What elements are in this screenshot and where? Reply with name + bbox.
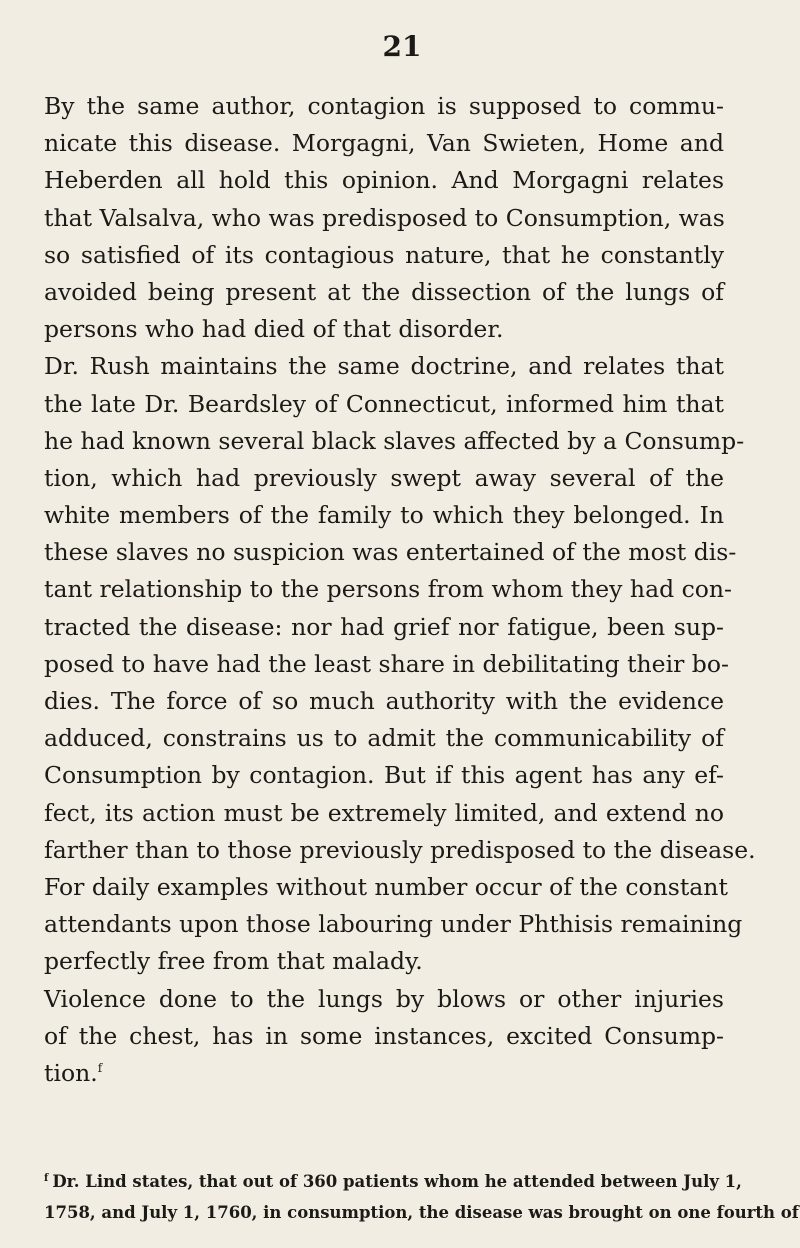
- footnote-reference: f: [97, 1061, 103, 1076]
- text-line: white members of the family to which they belonged. In: [44, 501, 724, 530]
- page-number: 21: [382, 30, 422, 63]
- footnote: [44, 1166, 799, 1228]
- text-line: Dr. Rush maintains the same doctrine, and relates that: [44, 352, 724, 381]
- text-line: attendants upon those labouring under Phthisis remaining: [44, 910, 743, 939]
- text-line: persons who had died of that disorder.: [44, 315, 504, 344]
- text-line: avoided being present at the dissection of the lungs of: [44, 277, 724, 306]
- footnote-line: [44, 1166, 742, 1197]
- text-line: he had known several black slaves affected by a Consump-: [44, 426, 745, 455]
- text-line: nicate this disease. Morgagni, Van Swieten, Home and: [44, 129, 724, 158]
- text-line: Violence done to the lungs by blows or other injuries: [44, 984, 724, 1013]
- text-line: For daily examples without number occur of the constant: [44, 872, 728, 901]
- footnote-text: Dr. Lind states, that out of 360 patients whom he attended between July 1,: [52, 1172, 742, 1191]
- text-line: tracted the disease: nor had grief nor fatigue, been sup-: [44, 612, 724, 641]
- text-line: tion, which had previously swept away several of the: [44, 463, 724, 492]
- text-line: the late Dr. Beardsley of Connecticut, informed him that: [44, 389, 724, 418]
- text-line: of the chest, has in some instances, excited Consump-: [44, 1021, 724, 1050]
- body-text: [44, 88, 756, 1092]
- text-line: so satisfied of its contagious nature, that he constantly: [44, 240, 724, 269]
- text-line: adduced, constrains us to admit the communicability of: [44, 724, 724, 753]
- footnote-line: 1758, and July 1, 1760, in consumption, the disease was brought on one fourth of: [44, 1203, 799, 1222]
- text-line-with-footnote-ref: [44, 1055, 724, 1092]
- text-line: farther than to those previously predisposed to the disease.: [44, 835, 756, 864]
- text-line: By the same author, contagion is supposed to commu-: [44, 92, 724, 120]
- text-line: dies. The force of so much authority with the evidence: [44, 687, 724, 715]
- footnote-marker: f: [44, 1172, 49, 1184]
- text-line: these slaves no suspicion was entertained of the most dis-: [44, 538, 737, 567]
- text-line: Consumption by contagion. But if this agent has any ef-: [44, 761, 724, 790]
- text-fragment: tion.: [44, 1058, 98, 1087]
- text-line: perfectly free from that malady.: [44, 947, 423, 976]
- text-line: posed to have had the least share in debilitating their bo-: [44, 649, 729, 678]
- text-line: fect, its action must be extremely limited, and extend no: [44, 798, 724, 827]
- text-line: tant relationship to the persons from whom they had con-: [44, 575, 732, 604]
- text-line: Heberden all hold this opinion. And Morgagni relates: [44, 166, 724, 195]
- text-line: that Valsalva, who was predisposed to Consumption, was: [44, 203, 725, 232]
